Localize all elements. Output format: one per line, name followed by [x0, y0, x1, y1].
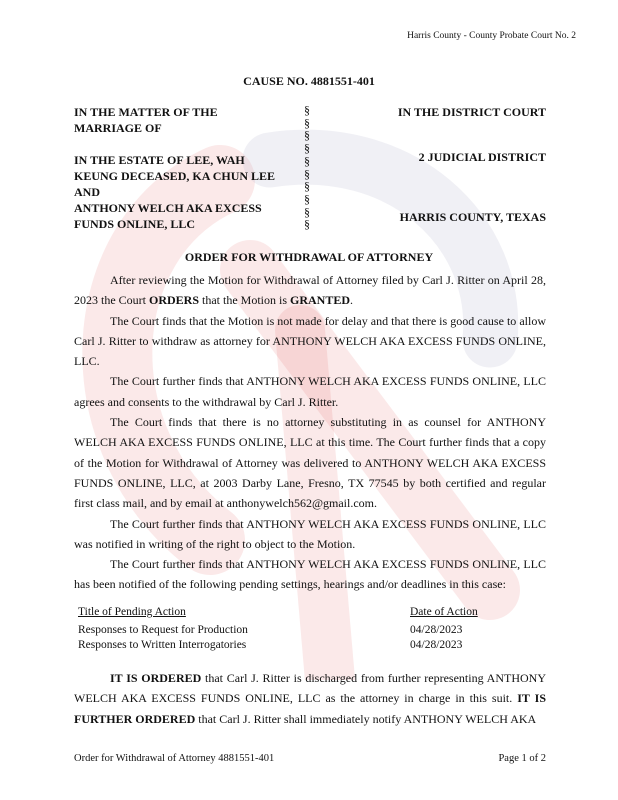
caption-line: IN THE MATTER OF THE — [74, 105, 218, 119]
section-marks: § § § § § § § § § § — [304, 103, 310, 232]
ordering-paragraph: IT IS ORDERED that Carl J. Ritter is discharged from further representing ANTHONY WELCH AKA EXCESS FUNDS ONLINE, LLC as the attorney in charge in this suit. IT IS FURTHER ORDERED that Carl J. Ritter shall immediately notify ANTHONY WELCH AKA — [74, 671, 546, 726]
caption-line: IN THE ESTATE OF LEE, WAH — [74, 153, 245, 167]
cause-number: CAUSE NO. 4881551-401 — [243, 74, 375, 88]
paragraph-right-to-object: The Court further finds that ANTHONY WELCH AKA EXCESS FUNDS ONLINE, LLC was notified in writing of the right to object to the Motion. — [74, 516, 546, 551]
footer-document-title: Order for Withdrawal of Attorney 4881551-401 — [74, 753, 275, 764]
paragraph-notice: The Court finds that there is no attorney substituting in as counsel for ANTHONY WELCH AKA EXCESS FUNDS ONLINE, LLC at this time. The Court further finds that a copy of the Motion for Withdrawal of Attorney was delivered to ANTHONY WELCH AKA EXCESS FUNDS ONLINE, LLC, at 2003 Darby Lane, Fresno, TX 77545 by both certified and regular first class mail, and by email at anthonywelch562@gmail.com. — [74, 415, 546, 511]
court-header: Harris County - County Probate Court No. 2 — [407, 31, 576, 41]
paragraph-good-cause: The Court finds that the Motion is not made for delay and that there is good cause to allow Carl J. Ritter to withdraw as attorney for ANTHONY WELCH AKA EXCESS FUNDS ONLINE, LLC. — [74, 313, 546, 369]
caption-court: IN THE DISTRICT COURT — [397, 105, 546, 119]
footer-page-number: Page 1 of 2 — [498, 753, 546, 764]
column-header: Title of Pending Action — [78, 606, 186, 618]
paragraph-consent: The Court further finds that ANTHONY WELCH AKA EXCESS FUNDS ONLINE, LLC agrees and consents to the withdrawal by Carl J. Ritter. — [74, 374, 546, 409]
paragraph-pending-settings: The Court further finds that ANTHONY WELCH AKA EXCESS FUNDS ONLINE, LLC has been notified of the following pending settings, hearings and/or deadlines in this case: — [74, 557, 546, 592]
caption-line: MARRIAGE OF — [74, 121, 162, 135]
caption-left — [74, 104, 294, 232]
column-header: Date of Action — [410, 606, 478, 618]
caption-line: KEUNG DECEASED, KA CHUN LEE — [74, 169, 276, 183]
table-cell: Responses to Written Interrogatories — [78, 639, 247, 651]
table-cell: 04/28/2023 — [410, 639, 463, 651]
table-header-row — [78, 605, 546, 620]
table-cell: Responses to Request for Production — [78, 624, 248, 636]
order-body — [74, 270, 546, 595]
order-title: ORDER FOR WITHDRAWAL OF ATTORNEY — [184, 250, 434, 264]
pending-actions-table — [78, 605, 546, 653]
table-row — [78, 623, 546, 638]
table-cell: 04/28/2023 — [410, 624, 463, 636]
caption-district: 2 JUDICIAL DISTRICT — [418, 150, 546, 164]
caption-line: AND — [74, 185, 100, 199]
caption-line — [74, 136, 294, 152]
paragraph-review: After reviewing the Motion for Withdrawal of Attorney filed by Carl J. Ritter on April 28, 2023 the Court ORDERS that the Motion is GRANTED. — [74, 273, 546, 308]
table-row — [78, 638, 546, 653]
caption-line: ANTHONY WELCH AKA EXCESS — [74, 201, 262, 215]
caption-line: FUNDS ONLINE, LLC — [74, 217, 196, 231]
caption-county: HARRIS COUNTY, TEXAS — [399, 210, 546, 224]
